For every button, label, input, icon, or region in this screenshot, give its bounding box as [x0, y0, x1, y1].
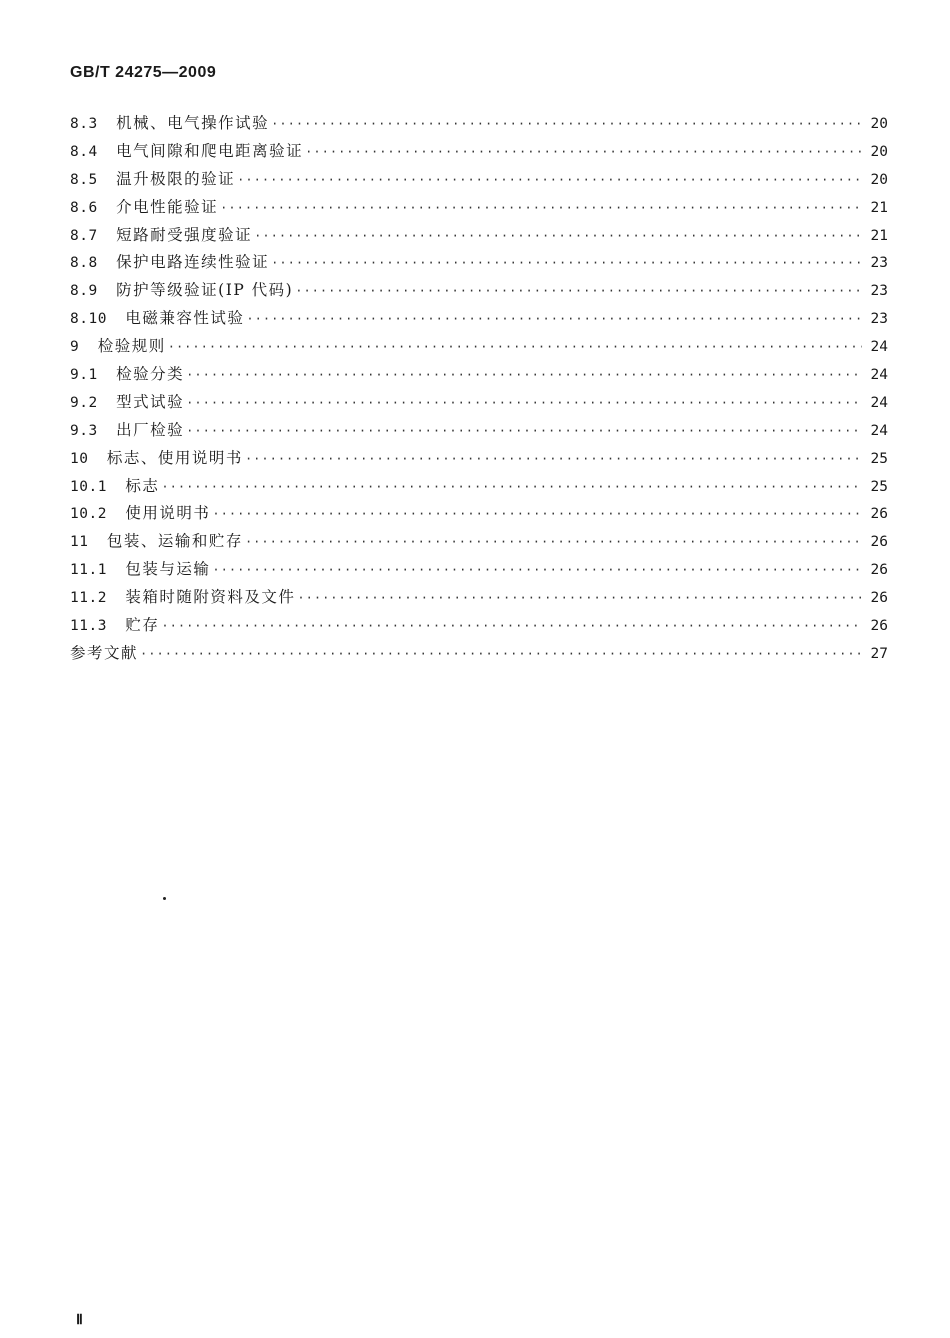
toc-entry-number: 8.6 — [70, 199, 117, 216]
toc-entry-page: 26 — [870, 590, 888, 607]
toc-entry-number: 10 — [70, 450, 107, 467]
toc-dot-leader — [245, 531, 862, 553]
toc-dot-leader — [186, 364, 862, 386]
toc-entry-number: 8.7 — [70, 227, 117, 244]
toc-entry[interactable] — [70, 140, 888, 168]
toc-entry-page: 21 — [870, 199, 888, 216]
toc-entry-number: 10.1 — [70, 478, 126, 495]
toc-entry[interactable] — [70, 335, 888, 363]
toc-entry[interactable] — [70, 642, 888, 670]
toc-entry-page: 26 — [870, 562, 888, 579]
toc-entry-page: 23 — [870, 311, 888, 328]
toc-dot-leader — [305, 141, 862, 163]
toc-entry-title: 检验分类 — [116, 365, 185, 384]
toc-dot-leader — [237, 169, 862, 191]
toc-entry-page: 25 — [870, 478, 888, 495]
toc-entry-page: 24 — [870, 339, 888, 356]
toc-entry-page: 26 — [870, 534, 888, 551]
toc-entry[interactable] — [70, 391, 888, 419]
toc-entry-title: 机械、电气操作试验 — [116, 114, 270, 132]
toc-dot-leader — [140, 643, 862, 665]
toc-entry[interactable] — [70, 224, 888, 252]
toc-entry-title: 标志、使用说明书 — [106, 448, 243, 467]
toc-dot-leader — [220, 197, 862, 219]
toc-dot-leader — [186, 420, 862, 442]
toc-entry-page: 24 — [870, 422, 888, 439]
toc-entry-page: 27 — [870, 645, 888, 662]
toc-entry-number: 10.2 — [70, 506, 126, 523]
toc-dot-leader — [161, 476, 862, 498]
toc-entry[interactable] — [70, 196, 888, 224]
toc-entry-page: 20 — [870, 116, 888, 132]
toc-entry-number: 8.9 — [70, 283, 117, 300]
toc-entry-title: 参考文献 — [70, 643, 139, 662]
toc-dot-leader — [254, 225, 862, 247]
toc-entry-title: 使用说明书 — [125, 504, 211, 523]
toc-entry-number: 11 — [70, 534, 107, 551]
toc-entry-title: 出厂检验 — [116, 420, 185, 439]
toc-entry-page: 25 — [870, 450, 888, 467]
toc-entry[interactable] — [70, 279, 888, 307]
toc-entry-title: 防护等级验证(IP 代码) — [116, 281, 294, 300]
toc-entry[interactable] — [70, 251, 888, 279]
toc-entry-title: 装箱时随附资料及文件 — [125, 588, 296, 607]
toc-entry-title: 电气间隙和爬电距离验证 — [116, 141, 304, 160]
toc-entry-number: 11.2 — [70, 590, 126, 607]
toc-entry-number: 9.2 — [70, 394, 117, 411]
toc-dot-leader — [271, 252, 862, 274]
toc-entry-page: 23 — [870, 283, 888, 300]
table-of-contents — [70, 112, 888, 670]
toc-dot-leader — [212, 503, 862, 525]
toc-entry-page: 20 — [870, 171, 888, 188]
toc-entry-number: 11.1 — [70, 562, 126, 579]
toc-entry[interactable] — [70, 530, 888, 558]
toc-dot-leader — [271, 113, 862, 135]
toc-entry-title: 标志 — [125, 476, 160, 495]
document-header: GB/T 24275—2009 — [70, 64, 217, 81]
toc-entry-page: 24 — [870, 394, 888, 411]
toc-entry-number: 8.10 — [70, 311, 126, 328]
toc-entry-title: 介电性能验证 — [116, 197, 219, 216]
toc-entry-title: 温升极限的验证 — [116, 169, 236, 188]
toc-dot-leader — [161, 615, 862, 637]
toc-entry-title: 包装与运输 — [125, 560, 211, 579]
toc-dot-leader — [246, 308, 862, 330]
toc-entry[interactable] — [70, 614, 888, 642]
toc-entry[interactable] — [70, 475, 888, 503]
toc-dot-leader — [168, 336, 862, 358]
toc-entry[interactable] — [70, 558, 888, 586]
toc-entry[interactable] — [70, 363, 888, 391]
toc-entry-number: 8.3 — [70, 116, 117, 132]
toc-entry-page: 26 — [870, 618, 888, 635]
toc-entry-page: 26 — [870, 506, 888, 523]
toc-entry-title: 保护电路连续性验证 — [116, 253, 270, 272]
toc-entry-page: 23 — [870, 255, 888, 272]
toc-entry-title: 包装、运输和贮存 — [106, 532, 243, 551]
toc-entry-number: 8.8 — [70, 255, 117, 272]
toc-entry-title: 检验规则 — [97, 337, 166, 356]
toc-entry[interactable] — [70, 168, 888, 196]
toc-entry-number: 11.3 — [70, 618, 126, 635]
toc-entry-title: 电磁兼容性试验 — [125, 309, 245, 328]
toc-entry-number: 8.4 — [70, 143, 117, 160]
toc-entry[interactable] — [70, 586, 888, 614]
toc-entry-title: 短路耐受强度验证 — [116, 225, 253, 244]
toc-entry-number: 8.5 — [70, 171, 117, 188]
toc-dot-leader — [295, 280, 862, 302]
toc-entry-page: 21 — [870, 227, 888, 244]
toc-dot-leader — [212, 559, 862, 581]
toc-entry[interactable] — [70, 112, 888, 140]
toc-entry-page: 20 — [870, 143, 888, 160]
toc-entry-page: 24 — [870, 367, 888, 384]
toc-entry-title: 贮存 — [125, 616, 160, 635]
toc-entry[interactable] — [70, 502, 888, 530]
toc-dot-leader — [297, 587, 862, 609]
toc-entry-number: 9.1 — [70, 367, 117, 384]
toc-entry[interactable] — [70, 307, 888, 335]
toc-entry[interactable] — [70, 419, 888, 447]
toc-entry-number: 9.3 — [70, 422, 117, 439]
toc-dot-leader — [245, 448, 862, 470]
scan-speck — [163, 897, 166, 900]
toc-entry-number: 9 — [70, 339, 98, 356]
toc-entry-title: 型式试验 — [116, 392, 185, 411]
page-number: Ⅱ — [76, 1313, 83, 1328]
toc-dot-leader — [186, 392, 862, 414]
toc-entry[interactable] — [70, 447, 888, 475]
